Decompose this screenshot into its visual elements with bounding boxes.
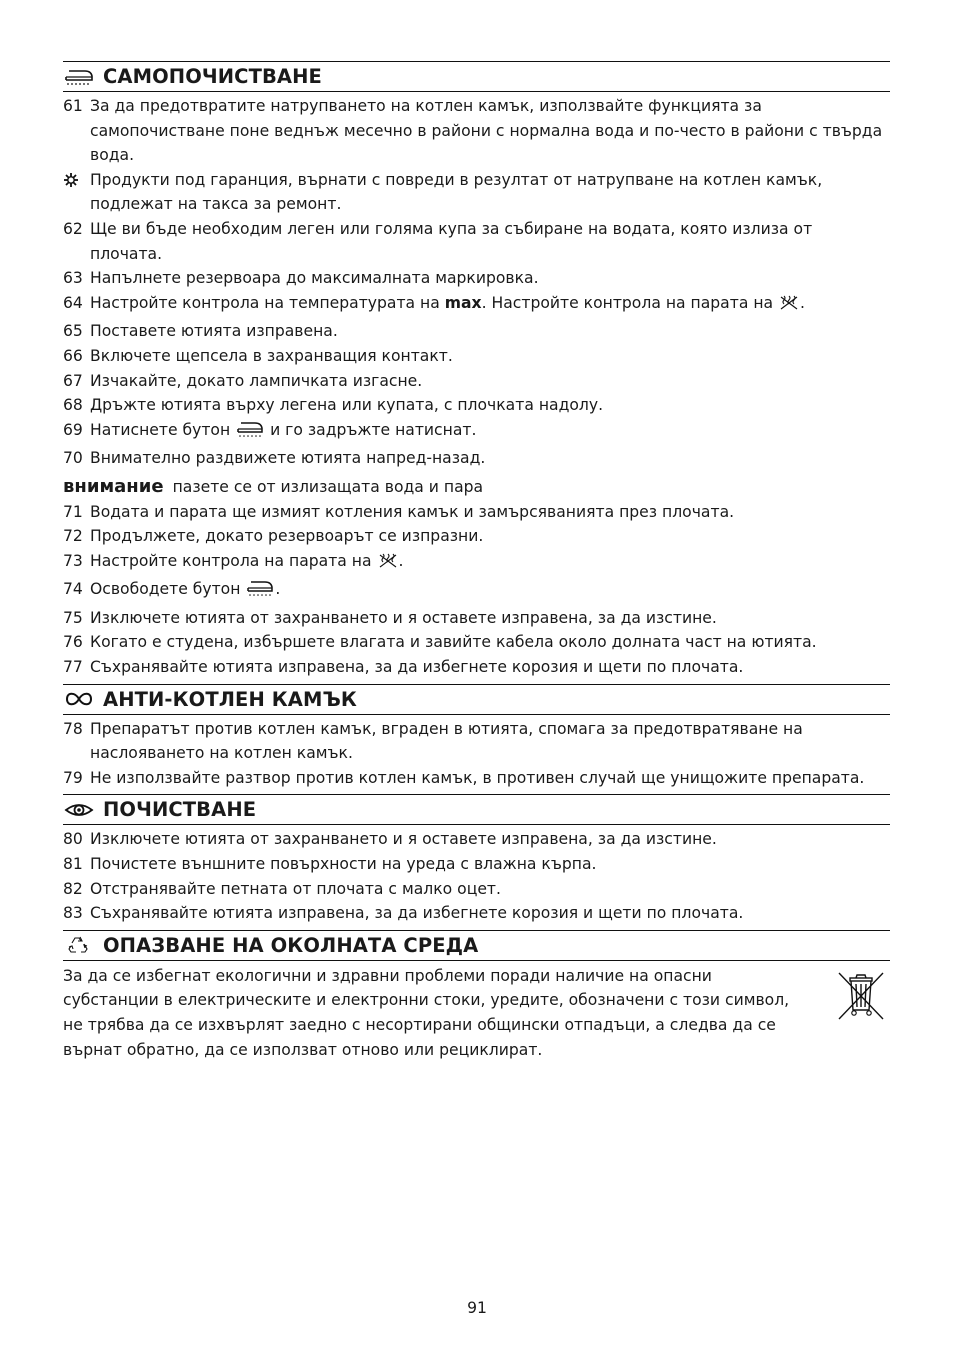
section-title: АНТИ-КОТЛЕН КАМЪК	[103, 687, 357, 711]
infinity-icon	[63, 688, 95, 710]
selfclean-list	[63, 94, 890, 680]
item-number: 71	[63, 502, 83, 521]
item-text: Изключете ютията от захранването и я оставете изправена, за да изстине.	[90, 608, 717, 627]
list-item	[63, 369, 890, 394]
section-heading-cleaning	[63, 794, 890, 825]
list-item	[63, 877, 890, 902]
section-heading-selfclean	[63, 61, 890, 92]
item-number: 74	[63, 580, 83, 599]
warning-label: внимание	[63, 475, 164, 497]
list-item	[63, 549, 890, 578]
item-text: Освободете бутон .	[90, 577, 888, 606]
item-number: 66	[63, 346, 83, 365]
list-item	[63, 606, 890, 631]
item-number: 81	[63, 855, 83, 874]
list-item	[63, 630, 890, 655]
list-item	[63, 827, 890, 852]
section-title: ПОЧИСТВАНЕ	[103, 798, 257, 822]
item-number: 75	[63, 608, 83, 627]
item-number: 79	[63, 768, 83, 787]
item-number: 82	[63, 879, 83, 898]
item-text: Ще ви бъде необходим леген или голяма купа за събиране на водата, която излиза от плочата.	[90, 219, 813, 263]
item-number: 65	[63, 322, 83, 341]
list-item	[63, 717, 890, 766]
warning-line	[63, 475, 890, 500]
item-text: Продукти под гаранция, върнати с повреди в резултат от натрупване на котлен камък, подлежат на такса за ремонт.	[90, 170, 823, 214]
item-text: Продължете, докато резервоарът се изпразни.	[90, 527, 484, 546]
item-text: Настройте контрола на парата на .	[90, 549, 888, 578]
list-item	[63, 94, 890, 168]
list-item	[63, 524, 890, 549]
section-title: САМОПОЧИСТВАНЕ	[103, 65, 322, 88]
iron-selfclean-icon	[246, 579, 274, 606]
list-item	[63, 319, 890, 344]
item-number: 64	[63, 293, 83, 312]
antiscale-list	[63, 717, 890, 791]
list-item	[63, 500, 890, 525]
item-text: За да предотвратите натрупването на котлен камък, използвайте функцията за самопочистване поне веднъж месечно в райони с нормална вода и по-често в райони с твърда вода.	[90, 97, 883, 165]
environment-text: За да се избегнат екологични и здравни проблеми поради наличие на опасни субстанции в електрическите и електронни стоки, уредите, обозначени с този символ, не трябва да се изхвърлят заедно с несортирани общински отпадъци, а следва да се върнат обратно, да се използват отново или рециклират.	[63, 966, 790, 1059]
steam-off-icon	[779, 294, 799, 320]
list-item	[63, 655, 890, 680]
item-text: Внимателно раздвижете ютията напред-назад.	[90, 449, 486, 468]
crossed-bin-icon	[836, 970, 886, 1026]
list-item	[63, 266, 890, 291]
section-heading-antiscale	[63, 684, 890, 715]
max-label: max	[444, 293, 482, 312]
item-text: Водата и парата ще измият котления камък и замърсяванията през плочата.	[90, 502, 735, 521]
item-number: 61	[63, 97, 83, 115]
list-item	[63, 901, 890, 926]
item-text: Съхранявайте ютията изправена, за да избегнете корозия и щети по плочата.	[90, 904, 744, 923]
iron-selfclean-icon	[236, 420, 264, 447]
item-number: 80	[63, 830, 83, 849]
item-number: 78	[63, 719, 83, 738]
manual-page	[63, 61, 890, 1062]
item-text: Натиснете бутон и го задръжте натиснат.	[90, 418, 888, 447]
iron-selfclean-icon	[63, 66, 95, 88]
list-item	[63, 393, 890, 418]
item-text: Отстранявайте петната от плочата с малко оцет.	[90, 879, 501, 898]
list-item	[63, 217, 890, 266]
item-number: 69	[63, 420, 83, 439]
item-text: Дръжте ютията върху легена или купата, с плочката надолу.	[90, 396, 604, 415]
list-item	[63, 852, 890, 877]
item-number: 63	[63, 269, 83, 288]
cleaning-list	[63, 827, 890, 925]
warning-text: пазете се от излизащата вода и пара	[172, 477, 484, 496]
list-item	[63, 766, 890, 791]
page-number: 91	[467, 1299, 487, 1317]
list-item	[63, 291, 890, 320]
item-text: Съхранявайте ютията изправена, за да избегнете корозия и щети по плочата.	[90, 658, 744, 677]
item-number: 72	[63, 527, 83, 546]
item-text: Напълнете резервоара до максималната маркировка.	[90, 269, 539, 288]
item-text: Изключете ютията от захранването и я оставете изправена, за да изстине.	[90, 830, 717, 849]
item-number: 77	[63, 658, 83, 677]
warning-star-icon	[63, 168, 90, 193]
item-number: 67	[63, 371, 83, 390]
recycle-icon	[63, 934, 95, 956]
item-number: 62	[63, 219, 83, 238]
list-item	[63, 168, 890, 217]
item-text: Поставете ютията изправена.	[90, 322, 338, 341]
eye-icon	[63, 799, 95, 821]
section-heading-environment	[63, 930, 890, 961]
steam-off-icon	[378, 552, 398, 578]
environment-block	[63, 964, 890, 1062]
item-text: Не използвайте разтвор против котлен камък, в противен случай ще унищожите препарата.	[90, 768, 865, 787]
item-number: 68	[63, 396, 83, 415]
list-item	[63, 446, 890, 471]
list-item	[63, 344, 890, 369]
list-item	[63, 418, 890, 447]
item-text: Почистете външните повърхности на уреда с влажна кърпа.	[90, 855, 597, 874]
section-title: ОПАЗВАНЕ НА ОКОЛНАТА СРЕДА	[103, 933, 479, 957]
item-number: 70	[63, 449, 83, 468]
item-text: Изчакайте, докато лампичката изгасне.	[90, 371, 423, 390]
list-item	[63, 577, 890, 606]
item-number: 83	[63, 904, 83, 923]
item-text: Настройте контрола на температурата на max. Настройте контрола на парата на .	[90, 291, 888, 320]
item-number: 76	[63, 633, 83, 652]
item-text: Включете щепсела в захранващия контакт.	[90, 346, 453, 365]
item-number: 73	[63, 551, 83, 570]
item-text: Когато е студена, избършете влагата и завийте кабела около долната част на ютията.	[90, 633, 817, 652]
item-text: Препаратът против котлен камък, вграден в ютията, спомага за предотвратяване на наслояването на котлен камък.	[90, 719, 803, 763]
